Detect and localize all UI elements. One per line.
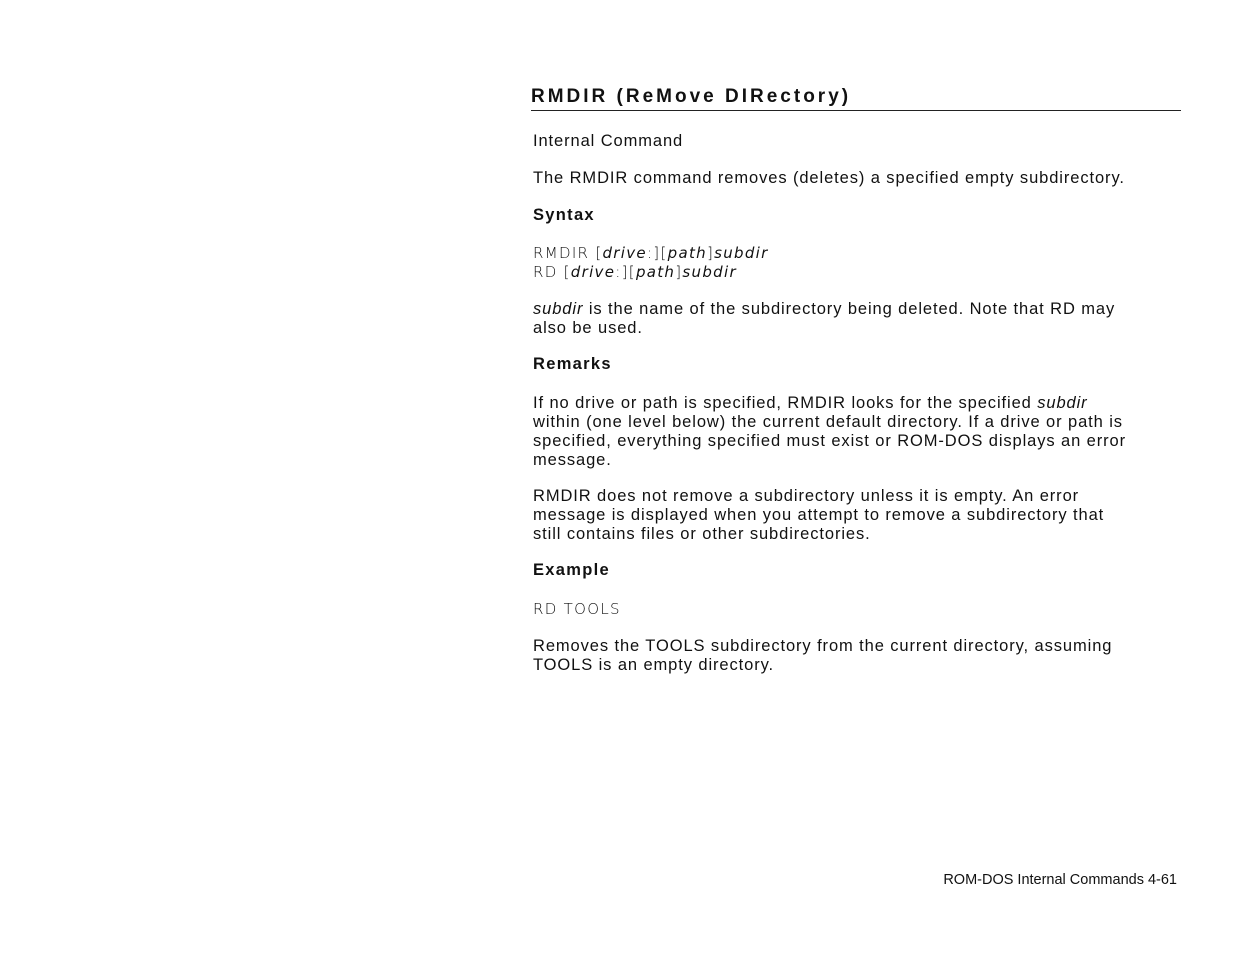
remarks-heading: Remarks (533, 355, 612, 373)
page-title: RMDIR (ReMove DIRectory) (531, 86, 1181, 111)
remarks-paragraph-1: If no drive or path is specified, RMDIR looks for the specified subdir within (one level below) the current default directory. If a drive or path is specified, everything specified must exist or ROM-DOS displays an error message. (533, 394, 1127, 469)
syntax-line-rmdir: RMDIR [drive:][path]subdir (533, 244, 769, 262)
example-command: RD TOOLS (533, 600, 621, 618)
example-heading: Example (533, 561, 610, 579)
command-type: Internal Command (533, 132, 684, 150)
param-term: subdir (533, 300, 584, 318)
syntax-parameter-description: subdir is the name of the subdirectory being deleted. Note that RD may also be used. (533, 300, 1116, 337)
syntax-heading: Syntax (533, 206, 595, 224)
page-footer: ROM-DOS Internal Commands 4-61 (943, 872, 1177, 888)
remarks-paragraph-2: RMDIR does not remove a subdirectory unless it is empty. An error message is displayed when you attempt to remove a subdirectory that still contains files or other subdirectories. (533, 487, 1105, 543)
syntax-line-rd: RD [drive:][path]subdir (533, 263, 737, 281)
example-description: Removes the TOOLS subdirectory from the current directory, assuming TOOLS is an empty directory. (533, 637, 1113, 674)
command-description: The RMDIR command removes (deletes) a specified empty subdirectory. (533, 169, 1125, 187)
